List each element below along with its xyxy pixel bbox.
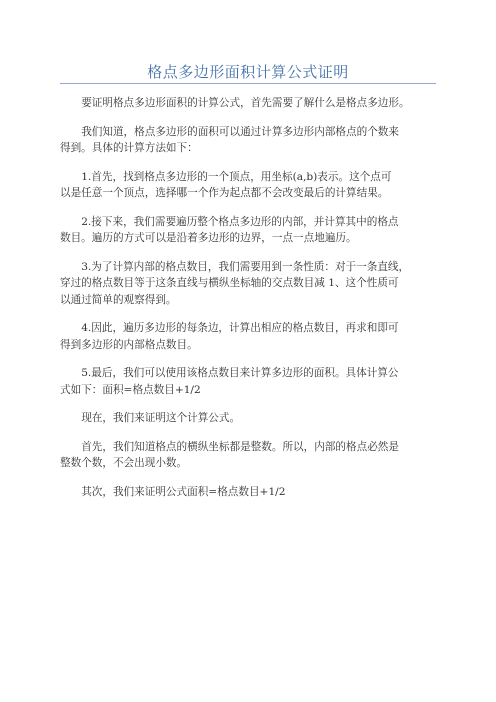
paragraph (60, 365, 440, 398)
paragraph (60, 320, 440, 353)
paragraph-line: 数目。遍历的方式可以是沿着多边形的边界，一点一点地遍历。 (60, 232, 357, 244)
paragraph-line: 首先，我们知道格点的横纵坐标都是整数。所以，内部的格点必然是 (81, 440, 399, 453)
paragraph (60, 214, 440, 247)
paragraph (60, 410, 440, 427)
paragraph-line: 以通过简单的观察得到。 (60, 293, 177, 306)
paragraph-line: 现在，我们来证明这个计算公式。 (81, 412, 241, 424)
paragraph (60, 124, 440, 157)
paragraph-line: 我们知道，格点多边形的面积可以通过计算多边形内部格点的个数来 (81, 125, 399, 138)
paragraph (60, 169, 440, 202)
paragraph-line: 要证明格点多边形面积的计算公式，首先需要了解什么是格点多边形。 (81, 97, 410, 109)
paragraph-line: 整数个数，不会出现小数。 (60, 457, 188, 469)
paragraph-line: 得到。具体的计算方法如下： (60, 142, 198, 154)
title-divider (60, 83, 436, 84)
paragraph-line: 5.最后，我们可以使用该格点数目来计算多边形的面积。具体计算公 (81, 367, 399, 379)
document-body (60, 95, 440, 512)
paragraph-line: 其次，我们来证明公式面积=格点数目+1/2 (81, 485, 286, 498)
paragraph (60, 439, 440, 472)
document-title: 格点多边形面积计算公式证明 (147, 63, 349, 81)
paragraph-line: 2.接下来，我们需要遍历整个格点多边形的内部，并计算其中的格点 (81, 215, 399, 228)
paragraph-line: 3.为了计算内部的格点数目，我们需要用到一条性质：对于一条直线， (81, 260, 410, 273)
paragraph (60, 484, 440, 501)
paragraph (60, 259, 440, 309)
paragraph-line: 得到多边形的内部格点数目。 (60, 338, 198, 351)
paragraph-line: 以是任意一个顶点，选择哪一个作为起点都不会改变最后的计算结果。 (60, 187, 389, 199)
paragraph-line: 4.因此，遍历多边形的每条边，计算出相应的格点数目，再求和即可 (81, 322, 399, 334)
paragraph (60, 95, 440, 112)
paragraph-line: 1.首先，找到格点多边形的一个顶点，用坐标(a,b)表示。这个点可 (81, 170, 392, 183)
paragraph-line: 式如下：面积=格点数目+1/2 (60, 383, 201, 396)
paragraph-line: 穿过的格点数目等于这条直线与横纵坐标轴的交点数目减 1、这个性质可 (60, 277, 399, 289)
